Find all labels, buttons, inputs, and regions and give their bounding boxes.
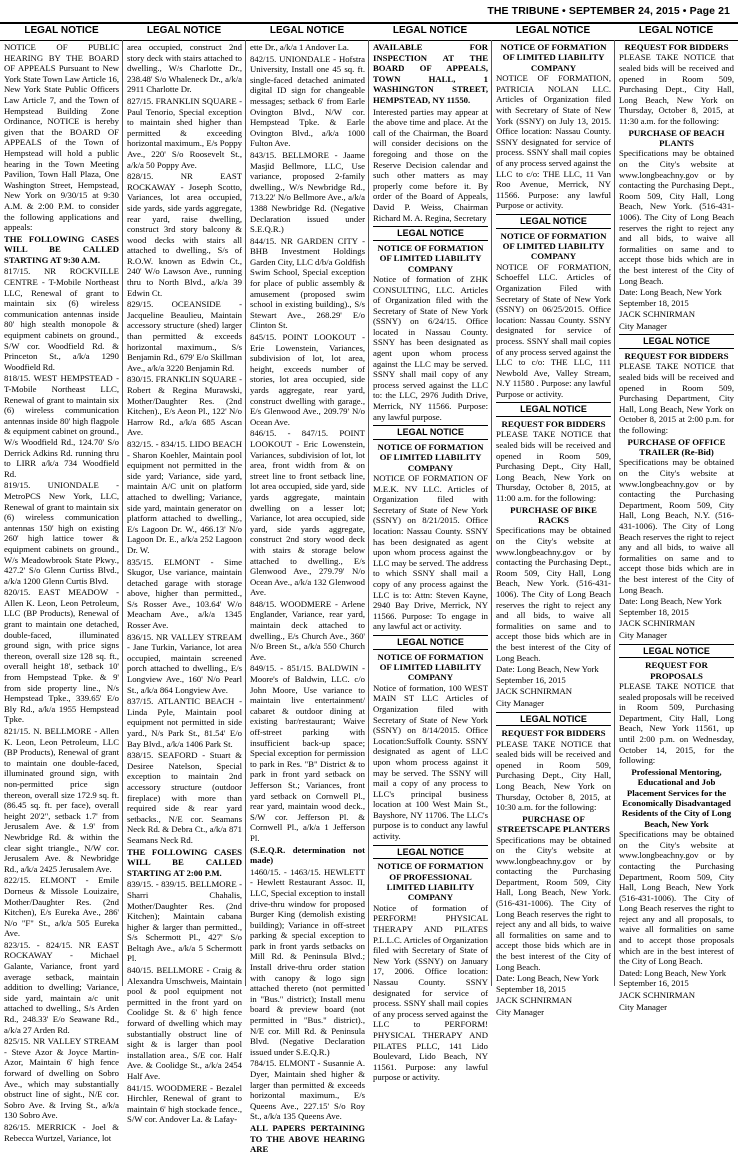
notice-title: NOTICE OF FORMATION OF LIMITED LIABILITY COMPANY bbox=[500, 42, 607, 73]
column-2 bbox=[127, 42, 242, 1125]
notice-paragraph: NOTICE OF FORMATION OF M.E.K. NV LLC. Articles of Organization filed with Secretary of State of New York (SSNY) on 8/21/2015. Office location: Nassau County. SSNY has been designated as agent upon whom process against the LLC may be served. The address to which SSNY shall mail a copy of any process against the LLC is to: Attn: Steven Kayne, 2940 Bay Drive, Merrick, NY 11566. Purpose: To engage in any lawful act or activity. bbox=[373, 473, 488, 632]
column-4 bbox=[373, 42, 488, 1083]
case-entry: 844/15. NR GARDEN CITY - BHB Investment Holdings Garden City, LLC d/b/a Goldfish Swim School, Special exception for place of public assembly & amusement (proposed swim school in existing building)., S/s Stewart Ave., 268.29' E/o Clinton St. bbox=[250, 235, 366, 331]
notice-title: NOTICE OF FORMATION OF LIMITED LIABILITY COMPANY bbox=[377, 441, 484, 473]
signature-title: City Manager bbox=[496, 1007, 545, 1017]
header-label-2: LEGAL NOTICE bbox=[146, 25, 222, 36]
notice-heading: THE FOLLOWING CASES WILL BE CALLED STARTING AT 9:30 A.M. bbox=[4, 233, 119, 265]
notice-paragraph: Notice of formation of ZHK CONSULTING, LLC. Articles of Organization filed with the Secretary of State of New York (SSNY) on 6/24/15. Office located in Nassau County. SSNY has been designated as agent upon whom process against the LLC may be served. SSNY shall mail copy of any process served against the LLC to: the LLC, 2976 Judith Drive, Merrick, NY 11566. Purpose: any lawful purpose. bbox=[373, 273, 488, 422]
masthead-text: THE TRIBUNE • SEPTEMBER 24, 2015 • Page 21 bbox=[487, 5, 730, 17]
signature-name: JACK SCHNIRMAN bbox=[496, 995, 573, 1006]
header-label-1: LEGAL NOTICE bbox=[24, 25, 99, 36]
notice-paragraph: NOTICE OF FORMATION, PATRICIA NOLAN LLC. Articles of Organization filed with Secretary of State of New York (SSNY) on July 13, 2015. Office location: Nassau County. SSNY designated for service of process. SSNY shall mail copies of any process served against the LLC to c/o: THE LLC, 11 Van Roo Avenue, Merrick, NY 11566. Purpose: any lawful Purpose or activity. bbox=[496, 73, 611, 211]
notice-paragraph: Interested parties may appear at the above time and place. At the call of the Chairman, the Board will consider decisions on the foregoing and those on the Reserve Decision calendar and such other matters as may properly come before it. By order of the Board of Appeals, David P. Weiss, Chairman Richard M. A. Regina, Secretary bbox=[373, 106, 488, 223]
case-entry: 846/15. - 847/15. POINT LOOKOUT - Eric Lowenstein, Variances, subdivision of lot, lot area, front width from & on street line to front setback line, lot area occupied, side yard, side yards aggregate, maintain dwelling on a lesser lot; Variance, lot area occupied, side yard, side yards aggregate, construct 2nd story wood deck with stairs & storage below attached to dwelling., E/s Glenwood Ave., 279.79' N/o Ocean Ave., a/k/a 132 Glenwood Ave. bbox=[250, 428, 365, 598]
notice-title: REQUEST FOR BIDDERS bbox=[624, 351, 729, 362]
column-3 bbox=[250, 42, 366, 1155]
notice-heading: ALL PAPERS PERTAINING TO THE ABOVE HEARING ARE bbox=[250, 1122, 365, 1155]
case-entry: 845/15. POINT LOOKOUT - Erie Lowenstein, Variances, subdivision of lot, lot area, height, exceeds number of stories, lot area occupied, side yards aggregate, rear yard, construct dwelling with garage., E/s Glenwood Ave., 209.79' N/o Ocean Ave. bbox=[250, 332, 365, 427]
legal-notice-subheader: LEGAL NOTICE bbox=[373, 226, 488, 241]
notice-paragraph: Specifications may be obtained on the City's website at www.longbeachny.gov or by contacting the Purchasing Dept., Room 509, City Hall, Long Beach, New York. (516-431-1006). The City of Long Beach reserves the right to reject any and all bids, to waive all formalities on same and to accept those bids which are in the best interest of the City of Long Beach. bbox=[496, 525, 611, 663]
notice-date: Date: Long Beach, New York September 16, 2015 bbox=[496, 664, 599, 685]
header-label-5: LEGAL NOTICE bbox=[515, 25, 591, 36]
legal-notice-subheader: LEGAL NOTICE bbox=[373, 425, 488, 440]
signature-name: JACK SCHNIRMAN bbox=[619, 990, 696, 1001]
case-entry: 1460/15. - 1463/15. HEWLETT - Hewlett Restaurant Assoc. II, LLC, Special exception to install drive-thru window for proposed Burger King (demolish existing building); Variance in off-street parking & special exception to park in front yards setbacks on Mill Rd. & Peninsula Blvd.; Install drive-thru order station with canopy & logo sign attached thereto (not permitted in "Bus." district); Install menu board & preview board (not permitted in "Bus." district)., N/E cor. Mill Rd. & Peninsula Blvd. (Negative Declaration issued under S.E.Q.R.) bbox=[250, 866, 365, 1057]
column-5 bbox=[496, 42, 611, 1017]
signature-name: JACK SCHNIRMAN bbox=[619, 618, 696, 629]
notice-paragraph: PLEASE TAKE NOTICE that sealed proposals will be received in Room 509, Purchasing Department, City Hall, Long Beach, New York 11561, up until 2:00 p.m. on Wednesday, October 14, 2015, for the following: bbox=[619, 680, 734, 766]
notice-title: NOTICE OF FORMATION OF LIMITED LIABILITY COMPANY bbox=[500, 230, 607, 262]
column-divider bbox=[245, 40, 246, 986]
case-entry: 827/15. FRANKLIN SQUARE - Paul Tenorio, Special exception to maintain shed higher than permitted & exceeding horizontal maximum., E/s Poppy Ave., 220' S/o Roosevelt St., a/k/a 50 Poppy Ave. bbox=[127, 95, 242, 170]
case-entry: 822/15. ELMONT - Emile Dorneus & Missole Louizaire, Mother/Daughter Res. (2nd Kitchen), E/s Eureka Ave., 286' N/o "F" St., a/k/a 505 Eureka Ave. bbox=[4, 875, 119, 939]
notice-title: REQUEST FOR PROPOSALS bbox=[645, 660, 708, 681]
signature-title: City Manager bbox=[496, 697, 545, 708]
case-entry: 849/15. - 851/15. BALDWIN - Moore's of Baldwin, LLC. c/o John Moore, Use variance to maintain live entertainment/ cabaret & outdoor dining at existing bar/restaurant; Waive off-street parking with insufficient back-up space; Special exception for permission to park in Res. "B" District & to park in front yard setback on Jefferson St.; Variances, front yard setback on Cornwell Pl., rear yard, maintain wood deck., S/W cor. Jefferson Pl. & Cornwell Pl., a/k/a 1 Jefferson Pl. bbox=[250, 663, 365, 843]
signature-title: City Manager bbox=[619, 629, 668, 640]
bid-item-title: PURCHASE OF OFFICE TRAILER (Re-Bid) bbox=[627, 436, 726, 458]
case-entry: 829/15. OCEANSIDE - Jacqueline Beaulieu, Maintain accessory structure (shed) larger than permitted & exceeds horizontal maximum., S/s Benjamin Rd., 679' E/o Skillman Ave., a/k/a 3220 Benjamin Rd. bbox=[127, 299, 242, 373]
case-entry: 840/15. BELLMORE - Craig & Alexandra Umschweis, Maintain pool & pool equipment not permitted in the front yard on Coolidge St. & 6' high fence forward of dwelling which may substantially obstruct line of sight & is larger than pool installation area., S/E cor. Half Ave. & Coolidge St., a/k/a 2454 Half Ave. bbox=[127, 965, 242, 1081]
notice-heading: (S.E.Q.R. determination not made) bbox=[250, 844, 365, 866]
case-entry: 818/15. WEST HEMPSTEAD - T-Mobile Northeast LLC, Renewal of grant to maintain six (6) wireless communication antennas inside 80' high flagpole & equipment cabinet on ground., W/s Woodfield Rd., 124.70' S/o Derrick Adkins Rd. running thru to LIRR a/k/a 734 Woodfield Rd. bbox=[4, 373, 119, 479]
signature-name: JACK SCHNIRMAN bbox=[496, 686, 573, 697]
case-entry: 828/15. NR EAST ROCKAWAY - Joseph Scotto, Variances, lot area occupied, side yards, side yards aggregate, rear yard, raise dwelling, construct 3rd story balcony & wood decks with stairs all attached to dwelling., S/s of R.O.W. known as Edwin Ct., 240' W/o Lawson Ave., running thru to North Blvd., a/k/a 39 Edwin Ct. bbox=[127, 171, 242, 298]
column-divider bbox=[614, 40, 615, 986]
notice-paragraph: NOTICE OF PUBLIC HEARING BY THE BOARD OF APPEALS Pursuant to New York State Town Law Article 16, New York State Public Officers Law Article 7, and the Town of Hempstead Building Zone Ordinance, NOTICE is hereby given that the BOARD OF APPEALS of the Town of Hempstead will hold a public hearing in the Town Meeting Pavilion, Town Hall Plaza, One Washington Street, Hempstead, New York on 9/30/15 at 9:30 A.M. & 2:00 P.M. to consider the following applications and appeals: bbox=[4, 42, 119, 233]
proposal-item-title: Professional Mentoring, Educational and Job Placement Services for the Economically Disadvantaged Residents of the City of Long Beach, New York bbox=[621, 766, 732, 829]
notice-paragraph: Notice of formation of PERFORM! PHYSICAL THERAPY AND PILATES P.L.L.C. Articles of Organization filed with Secretary of State of New York (SSNY) on January 17, 2006. Office location: Nassau County. SSNY designated for service of process. SSNY shall mail copies of any process served against the LLC to PERFORM! PHYSICAL THERAPY AND PILATES PLLC, 141 Lido Boulevard, Lido Beach, NY 11561. Purpose: any lawful purpose or activity. bbox=[373, 902, 488, 1083]
column-divider bbox=[368, 40, 369, 986]
column-divider bbox=[122, 40, 123, 986]
notice-paragraph: PLEASE TAKE NOTICE that sealed bids will be received and opened in Room 509, Purchasing Dept., City Hall, Long Beach, New York on Thursday, October 8, 2015, at 11:30 a.m. for the following: bbox=[619, 52, 734, 126]
case-entry: 843/15. BELLMORE - Jaame Masjid Bellmore, LLC, Use variance, proposed 2-family dwelling., W/s Newbridge Rd., 713.22' N/o Bellmore Ave., a/k/a 1388 Newbridge Rd. (Negative Declaration issued under S.E.Q.R.) bbox=[250, 149, 365, 235]
case-entry: 838/15. SEAFORD - Stuart & Desiree Natelson, Special exception to maintain 2nd accessory structure (outdoor fireplace) with more than required side & rear yard setbacks., N/E cor. Seamans Neck Rd. & Debra Ct., a/k/a 871 Seamans Neck Rd. bbox=[127, 750, 242, 845]
case-entry: 835/15. ELMONT - Sime Skugor, Use variance, maintain detached garage with storage above, higher than permitted., S/s Rosser Ave., 103.64' W/o Meacham Ave., a/k/a 1345 Rosser Ave. bbox=[127, 556, 242, 631]
signature-title: City Manager bbox=[619, 1001, 668, 1012]
notice-paragraph: Specifications may be obtained on the City's website at www.longbeachny.gov or by contacting the Purchasing Department, Room 509, City Hall, Long Beach, New York. (516-431-1006). The City of Long Beach reserves the right to reject any and all bids, to waive all formalities on same and to accept those bids which are in the best interest of the City of Long Beach. bbox=[496, 834, 611, 972]
notice-title: REQUEST FOR BIDDERS bbox=[624, 42, 729, 52]
bid-item-title: PURCHASE OF BEACH PLANTS bbox=[628, 127, 725, 148]
case-entry: 825/15. NR VALLEY STREAM - Steve Azor & Joyce Martin-Azor, Maintain 6' high fence forward of dwelling on Sobro Ave., which may substantially obstruct line of sight., N/E cor. Sobro Ave. & Irving St., a/k/a 130 Sobro Ave. bbox=[4, 1036, 119, 1121]
masthead bbox=[0, 0, 738, 22]
legal-notice-subheader: LEGAL NOTICE bbox=[619, 644, 734, 659]
notice-title: NOTICE OF FORMATION OF LIMITED LIABILITY COMPANY bbox=[377, 651, 484, 683]
case-entry: 819/15. UNIONDALE - MetroPCS New York, LLC, Renewal of grant to maintain six (6) wireless communication antennas 150' high on existing 260' high lattice tower & equipment cabinets on ground., W/s Meadowbrook State Pkwy., 427.2' S/o Glenn Curtiss Blvd., a/k/a 1200 Glenn Curtis Blvd. bbox=[4, 480, 119, 586]
column-1 bbox=[4, 42, 119, 1143]
case-entry: 837/15. ATLANTIC BEACH - Linda Pyle, Maintain pool equipment not permitted in side yard., N/s Park St., 81.54' E/o Bay Blvd., a/k/a 1406 Park St. bbox=[127, 696, 242, 749]
case-entry: 842/15. UNIONDALE - Hofstra University, Install one 45 sq. ft. single-faced detached animated digital ID sign for changeable messages; setback 6' from Earle Ovington Blvd., N/W cor. Hempstead Tpke. & Earle Ovington Blvd., a/k/a 1000 Fulton Ave. bbox=[250, 53, 365, 149]
case-entry: 784/15. ELMONT - Susannie A. Dyer, Maintain shed higher & larger than permitted & exceeds horizontal maximum., E/s Queens Ave., 227.15' S/o Roy St., a/k/a 135 Queens Ave. bbox=[250, 1058, 365, 1122]
notice-title: REQUEST FOR BIDDERS bbox=[501, 728, 606, 739]
notice-paragraph: Notice of formation, 100 WEST MAIN ST LLC Articles of Organization filed with Secretary of State of New York (SSNY) on 8/14/2015. Office Location:Suffolk County. SSNY designated as agent of LLC upon whom process against it may be served. The SSNY will mail a copy of any process to LLC's principal business location at 100 West Main St., Bayshore, NY 11706. The LLC's purpose is to conduct any lawful activity. bbox=[373, 682, 488, 842]
header-label-4: LEGAL NOTICE bbox=[392, 25, 468, 36]
notice-heading: THE FOLLOWING CASES WILL BE CALLED STARTING AT 2:00 P.M. bbox=[127, 846, 242, 878]
notice-date: Date: Long Beach, New York September 18, 2015 bbox=[496, 973, 599, 994]
case-entry: ette Dr., a/k/a 1 Andover La. bbox=[250, 42, 349, 52]
case-entry: 839/15. - 839/15. BELLMORE - Sharri Chahalis, Mother/Daughter Res. (2nd Kitchen); Maintain cabana higher & larger than permitted., S/s Schermott Pl., 427' S/o Beltagh Ave., a/k/a 5 Schermott Pl. bbox=[127, 879, 242, 964]
section-header-bar bbox=[0, 22, 738, 41]
legal-notice-subheader: LEGAL NOTICE bbox=[373, 635, 488, 650]
case-entry: 823/15. - 824/15. NR EAST ROCKAWAY - Michael Galante, Variance, front yard average setback, maintain addition to dwelling; Variance, side yard, maintain a/c unit attached to dwelling., S/s Arden Rd., 248.33' E/o Seawane Rd., a/k/a 27 Arden Rd. bbox=[4, 939, 119, 1035]
case-entry: 817/15. NR ROCKVILLE CENTRE - T-Mobile Northeast LLC, Renewal of grant to maintain six (6) wireless communication antennas inside 80' high stealth monopole & equipment cabinets on ground., S/W cor. Woodfield Rd. & Princeton St., a/k/a 1290 Woodfield Rd. bbox=[4, 266, 119, 372]
notice-date: Dated: Long Beach, New York September 16, 2015 bbox=[619, 967, 727, 989]
header-label-6: LEGAL NOTICE bbox=[638, 25, 714, 36]
notice-date: Date: Long Beach, New York September 18, 2015 bbox=[619, 287, 722, 308]
case-entry: area occupied, construct 2nd story deck with stairs attached to dwelling., W/s Charlotte Dr., 238.48' S/o Whaleneck Dr., a/k/a 2911 Charlotte Dr. bbox=[127, 42, 242, 95]
notice-paragraph: Specifications may be obtained on the City's website at www.longbeachny.gov or by contacting the Purchasing Dept., Room 509, City Hall, Long Beach, New York. (516-431-1006). The City of Long Beach reserves the right to reject any and all bids, to waive all formalities on same and to accept those bids which are in the best interest of the City of Long Beach. bbox=[619, 148, 734, 286]
case-entry: 820/15. EAST MEADOW - Allen K. Leon, Leon Petroleum, LLC (BP Products), Renewal of grant to maintain one detached, double-faced, illuminated ground sign, with price signs thereon, overall size 128 sq. ft., overall height 18', setback 10' from Hempstead Tpke. & 9' from side property line., N/s Hempstead Tpke., 339.65' E/o Bly Rd., a/k/a 1955 Hempstead Tpke. bbox=[4, 587, 119, 725]
signature-title: City Manager bbox=[619, 320, 668, 331]
bid-item-title: PURCHASE OF BIKE RACKS bbox=[510, 504, 597, 526]
case-entry: 836/15. NR VALLEY STREAM - Jane Turkin, Variance, lot area occupied, maintain screened porch attached to dwelling., E/s Longview Ave., 160' N/o Pearl St., a/k/a 864 Longview Ave. bbox=[127, 631, 242, 695]
notice-heading: AVAILABLE FOR INSPECTION AT THE BOARD OF APPEALS, TOWN HALL, 1 WASHINGTON STREET, HEMPSTEAD, NY 11550. bbox=[373, 42, 488, 105]
notice-title: NOTICE OF FORMATION OF PROFESSIONAL LIMITED LIABILITY COMPANY bbox=[377, 861, 484, 903]
legal-notice-subheader: LEGAL NOTICE bbox=[496, 214, 611, 229]
case-entry: 848/15. WOODMERE - Arlene Englander, Variance, rear yard, maintain deck attached to dwelling., E/s Church Ave., 360' N/o Breen St., a/k/a 550 Church Ave. bbox=[250, 598, 365, 662]
column-divider bbox=[491, 40, 492, 986]
case-entry: 830/15. FRANKLIN SQUARE - Robert & Regina Murawski, Mother/Daughter Res. (2nd Kitchen)., E/s Aeon Pl., 122' N/o Harrow Rd., a/k/a 685 Ascan Ave. bbox=[127, 374, 242, 438]
notice-paragraph: PLEASE TAKE NOTICE that sealed bids will be received and opened in Room 509, Purchasing Dept., City Hall, Long Beach, New York on Thursday, October 8, 2015, at 11:00 a.m. for the following: bbox=[496, 429, 611, 504]
notice-paragraph: PLEASE TAKE NOTICE that sealed bids will be received and opened in Room 509, Purchasing Department, City Hall, Long Beach, New York on October 8, 2015 at 2:00 p.m. for the following: bbox=[619, 361, 734, 436]
case-entry: 841/15. WOODMERE - Bezalel Hirchler, Renewal of grant to maintain 6' high stockade fence., S/W cor. Andover La. & Lafay- bbox=[127, 1082, 242, 1125]
case-entry: 832/15. - 834/15. LIDO BEACH - Sharon Koehler, Maintain pool equipment not permitted in the side yard; Variance, side yard, maintain A/C unit on platform attached to dwelling; Variance, side yard, maintain generator on platform attached to dwelling., E/s Lagoon Dr. W., 466.13' N/o Lagoon Dr. E., a/k/a 252 Lagoon Dr. W. bbox=[127, 438, 242, 555]
notice-paragraph: PLEASE TAKE NOTICE that sealed bids will be received and opened in Room 509, Purchasing Dept., City Hall, Long Beach, New York on Thursday, October 8, 2015, at 10:30 a.m. for the following: bbox=[496, 738, 611, 813]
notice-title: NOTICE OF FORMATION OF LIMITED LIABILITY COMPANY bbox=[377, 242, 484, 274]
notice-date: Date: Long Beach, New York September 18, 2015 bbox=[619, 596, 722, 617]
notice-title: REQUEST FOR BIDDERS bbox=[501, 419, 606, 430]
legal-notice-subheader: LEGAL NOTICE bbox=[496, 402, 611, 417]
column-6 bbox=[619, 42, 734, 1012]
legal-notice-subheader: LEGAL NOTICE bbox=[619, 334, 734, 349]
legal-notice-subheader: LEGAL NOTICE bbox=[373, 845, 488, 860]
case-entry: 826/15. MERRICK - Joel & Rebecca Wurtzel, Variance, lot bbox=[4, 1121, 119, 1143]
header-label-3: LEGAL NOTICE bbox=[269, 25, 345, 36]
signature-name: JACK SCHNIRMAN bbox=[619, 309, 696, 320]
case-entry: 821/15. N. BELLMORE - Allen K. Leon, Leon Petroleum, LLC (BP Products), Renewal of grant to maintain one double-faced, illuminated ground sign, with non-permitted price sign thereon, overall size 172.9 sq. ft. (86.45 sq. ft. per face), overall height 20'2", setback 1.7' from Jerusalem Ave. & 1.9' from Newbridge Rd. & within the clear sight triangle., N/W cor. Jerusalem Ave. & Newbridge Rd., a/k/a 2425 Jerusalem Ave. bbox=[4, 726, 119, 874]
legal-notice-subheader: LEGAL NOTICE bbox=[496, 712, 611, 727]
notice-paragraph: Specifications may be obtained on the City's website at www.longbeachny.gov or by contacting the Purchasing Department, Room 509, City Hall, Long Beach, New York (516-431-1006). The City of Long Beach reserves the right to reject any and all proposals, to waive all formalities on same and to accept those proposals which are in the best interest of the City of Long Beach. bbox=[619, 829, 734, 967]
notice-paragraph: NOTICE OF FORMATION, Schoeffel LLC. Articles of Organization Filed with Secretary of State of New York (SSNY) on 06/25/2015. Office location: Nassau County. SSNY designated for service of process. SSNY shall mail copies of any process served against the LLC to c/o: THE LLC, 111 Newbold Ave, Valley Stream, N.Y 11580 . Purpose: any lawful Purpose or activity. bbox=[496, 261, 611, 399]
notice-paragraph: Specifications may be obtained on the City's website at www.longbeachny.gov or by contacting the Purchasing Department, Room 509, City Hall, Long Beach, N.Y. (516-431-1006). The City of Long Beach reserves the right to reject any and all bids, to waive all formalities on same and to accept those bids which are in the best interest of the City of Long Beach. bbox=[619, 457, 734, 595]
bid-item-title: PURCHASE OF STREETSCAPE PLANTERS bbox=[497, 813, 610, 835]
